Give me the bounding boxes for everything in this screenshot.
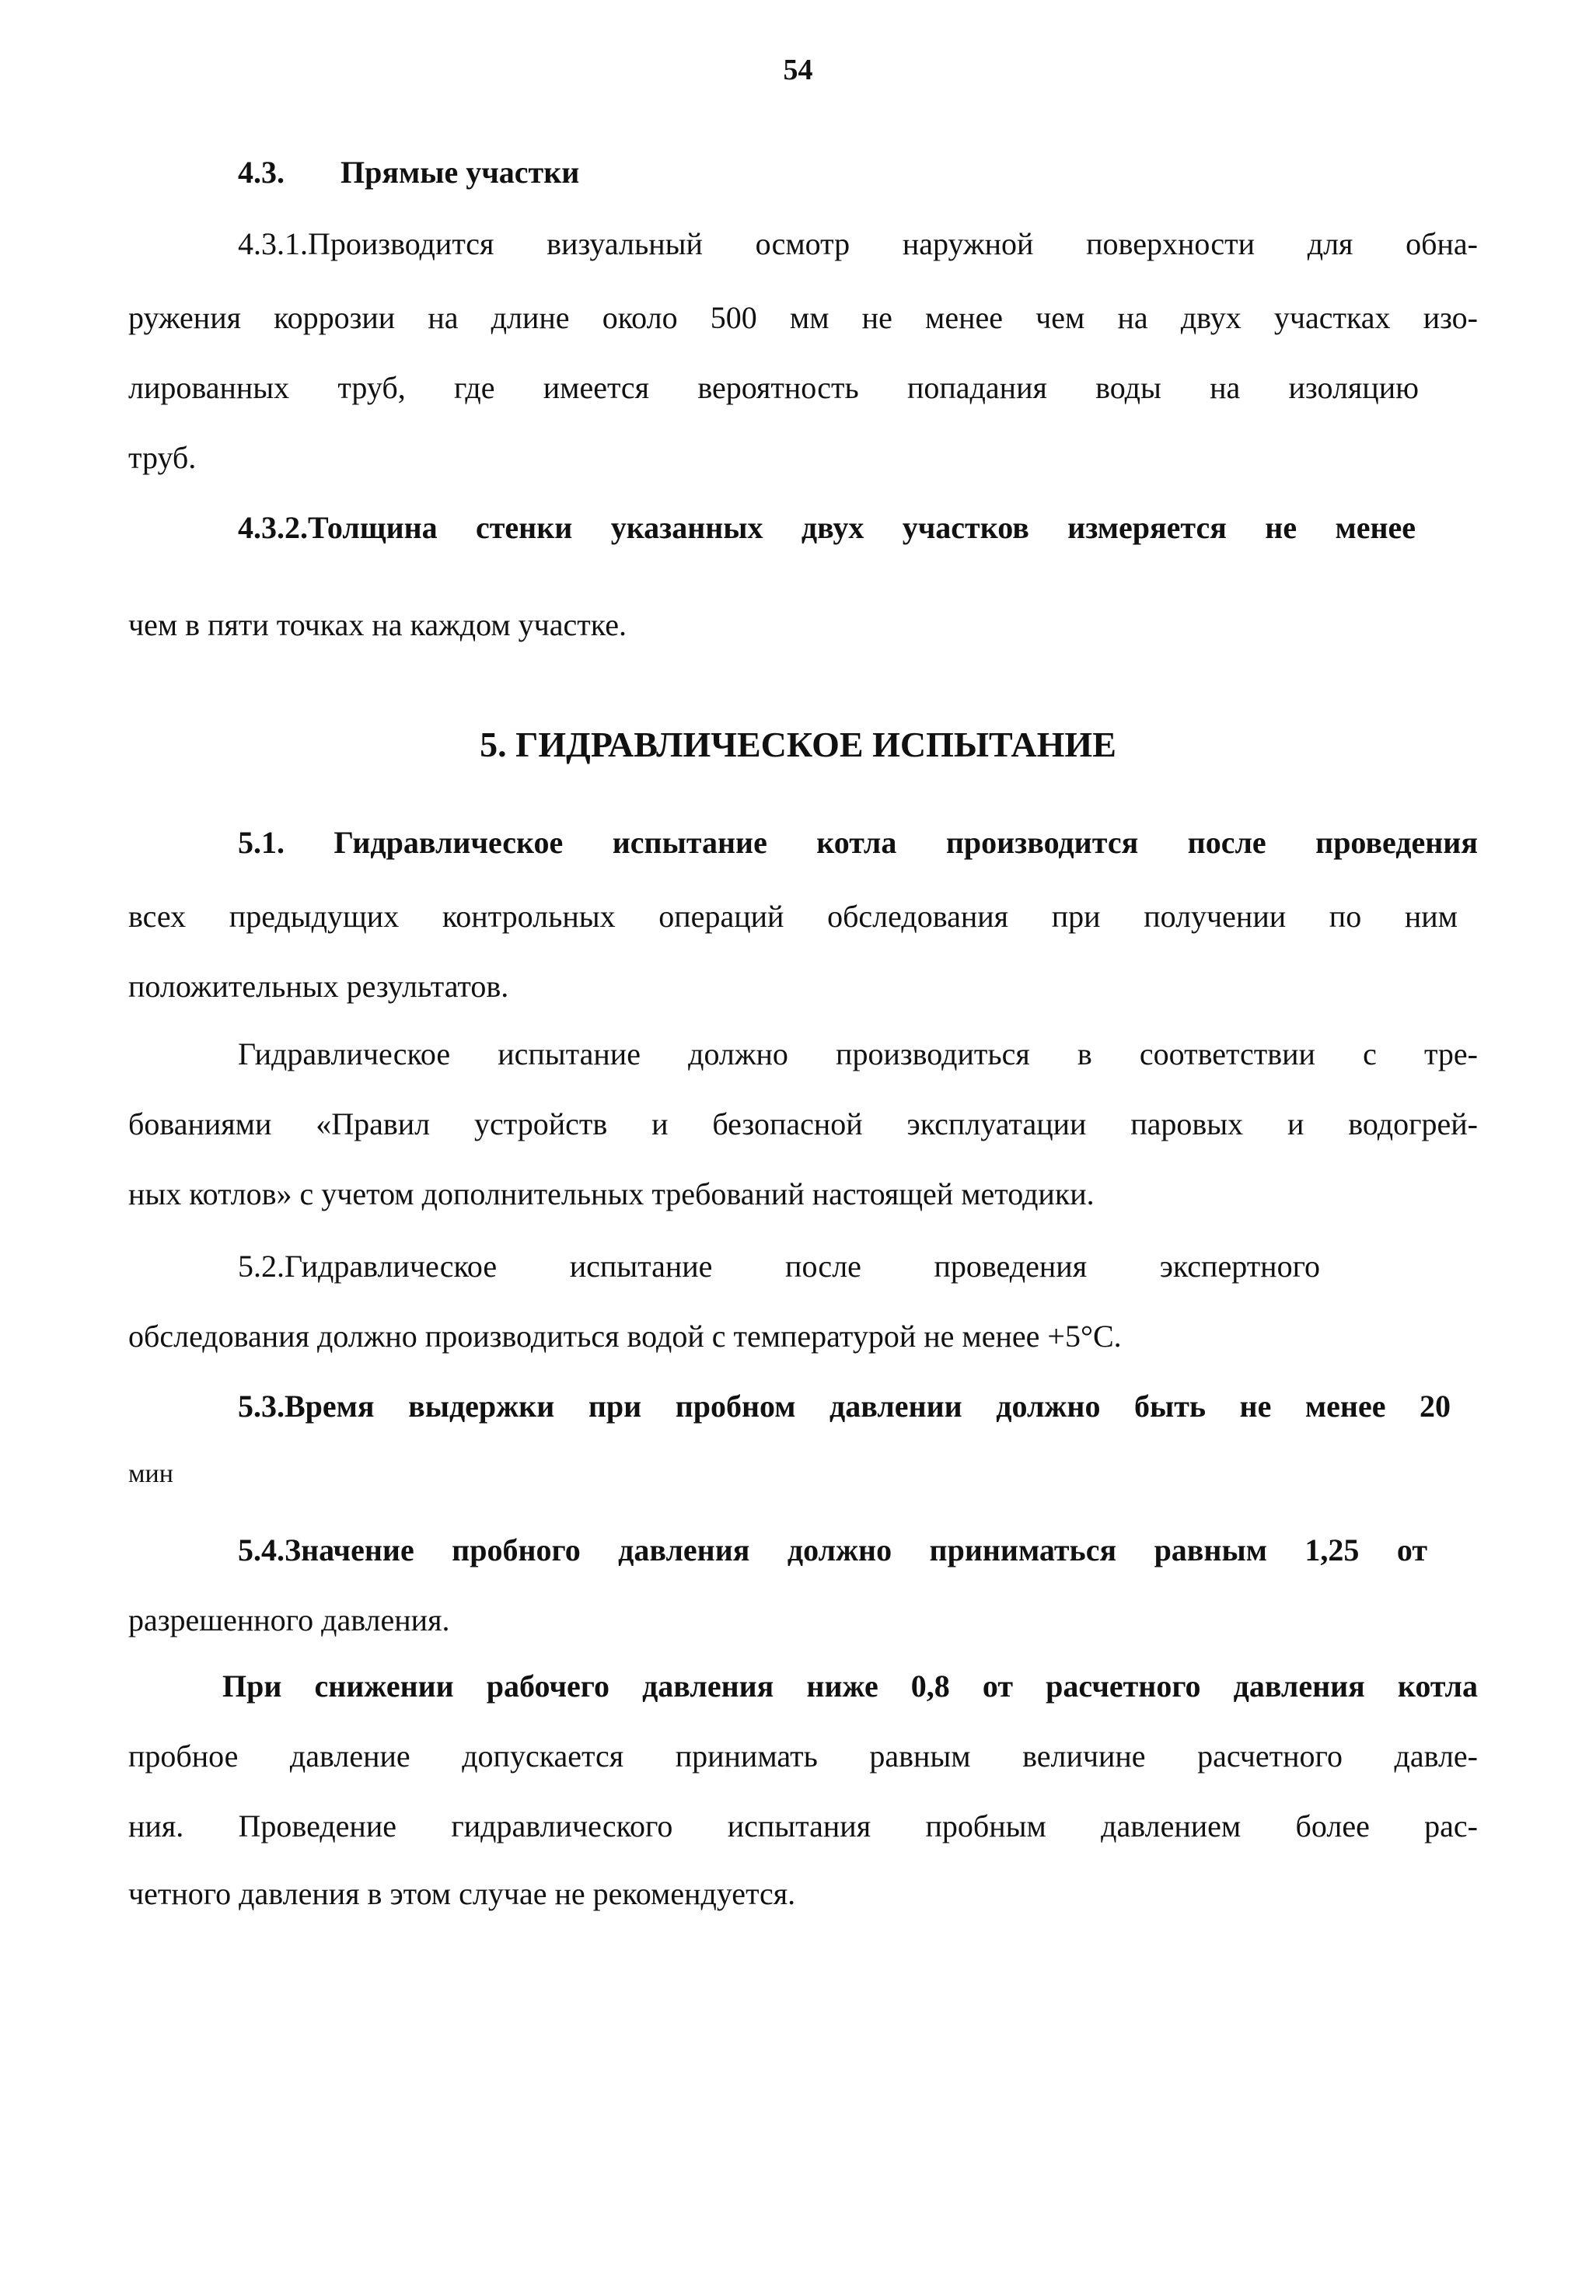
paragraph-4-3-2-line: 4.3.2.Толщина стенки указанных двух участков измеряется не менее [238, 510, 1416, 545]
paragraph-5-2-line: обследования должно производиться водой с температурой не менее +5°С. [128, 1319, 1122, 1354]
paragraph-5-1-line: положительных результатов. [128, 969, 509, 1004]
paragraph-4-3-1-line: лированных труб, где имеется вероятность попадания воды на изоляцию [128, 370, 1419, 405]
paragraph-5-3-line: мин [128, 1459, 173, 1488]
paragraph-5-4-line: разрешенного давления. [128, 1602, 450, 1637]
paragraph-4-3-2-line: чем в пяти точках на каждом участке. [128, 607, 627, 642]
paragraph-4-3-1-line: труб. [128, 440, 197, 475]
paragraph-5-3-line: 5.3.Время выдержки при пробном давлении должно быть не менее 20 [238, 1389, 1451, 1424]
paragraph-5-5-line: При снижении рабочего давления ниже 0,8 от расчетного давления котла [222, 1669, 1478, 1704]
paragraph-5-2-line: 5.2.Гидравлическое испытание после проведения экспертного [238, 1249, 1320, 1284]
paragraph-5-1-line: 5.1. Гидравлическое испытание котла производится после проведения [238, 825, 1478, 860]
paragraph-5-4-line: 5.4.Значение пробного давления должно приниматься равным 1,25 от [238, 1532, 1427, 1567]
paragraph-5-5-line: пробное давление допускается принимать равным величине расчетного давле- [128, 1739, 1478, 1774]
paragraph-4-3-1-line: 4.3.1.Производится визуальный осмотр наружной поверхности для обна- [238, 226, 1478, 261]
subsection-number: 4.3. [238, 155, 285, 190]
section-title: 5. ГИДРАВЛИЧЕСКОЕ ИСПЫТАНИЕ [480, 725, 1116, 764]
subsection-title: Прямые участки [341, 155, 580, 190]
paragraph-5-1b-line: Гидравлическое испытание должно производиться в соответствии с тре- [238, 1036, 1478, 1071]
paragraph-5-1b-line: ных котлов» с учетом дополнительных требований настоящей методики. [128, 1176, 1095, 1211]
page-number: 54 [783, 54, 813, 86]
paragraph-5-1-line: всех предыдущих контрольных операций обследования при получении по ним [128, 899, 1458, 934]
paragraph-5-5-line: четного давления в этом случае не рекомендуется. [128, 1876, 796, 1911]
paragraph-4-3-1-line: ружения коррозии на длине около 500 мм не менее чем на двух участках изо- [128, 300, 1478, 335]
paragraph-5-1b-line: бованиями «Правил устройств и безопасной эксплуатации паровых и водогрей- [128, 1106, 1478, 1141]
paragraph-5-5-line: ния. Проведение гидравлического испытания пробным давлением более рас- [128, 1808, 1478, 1843]
